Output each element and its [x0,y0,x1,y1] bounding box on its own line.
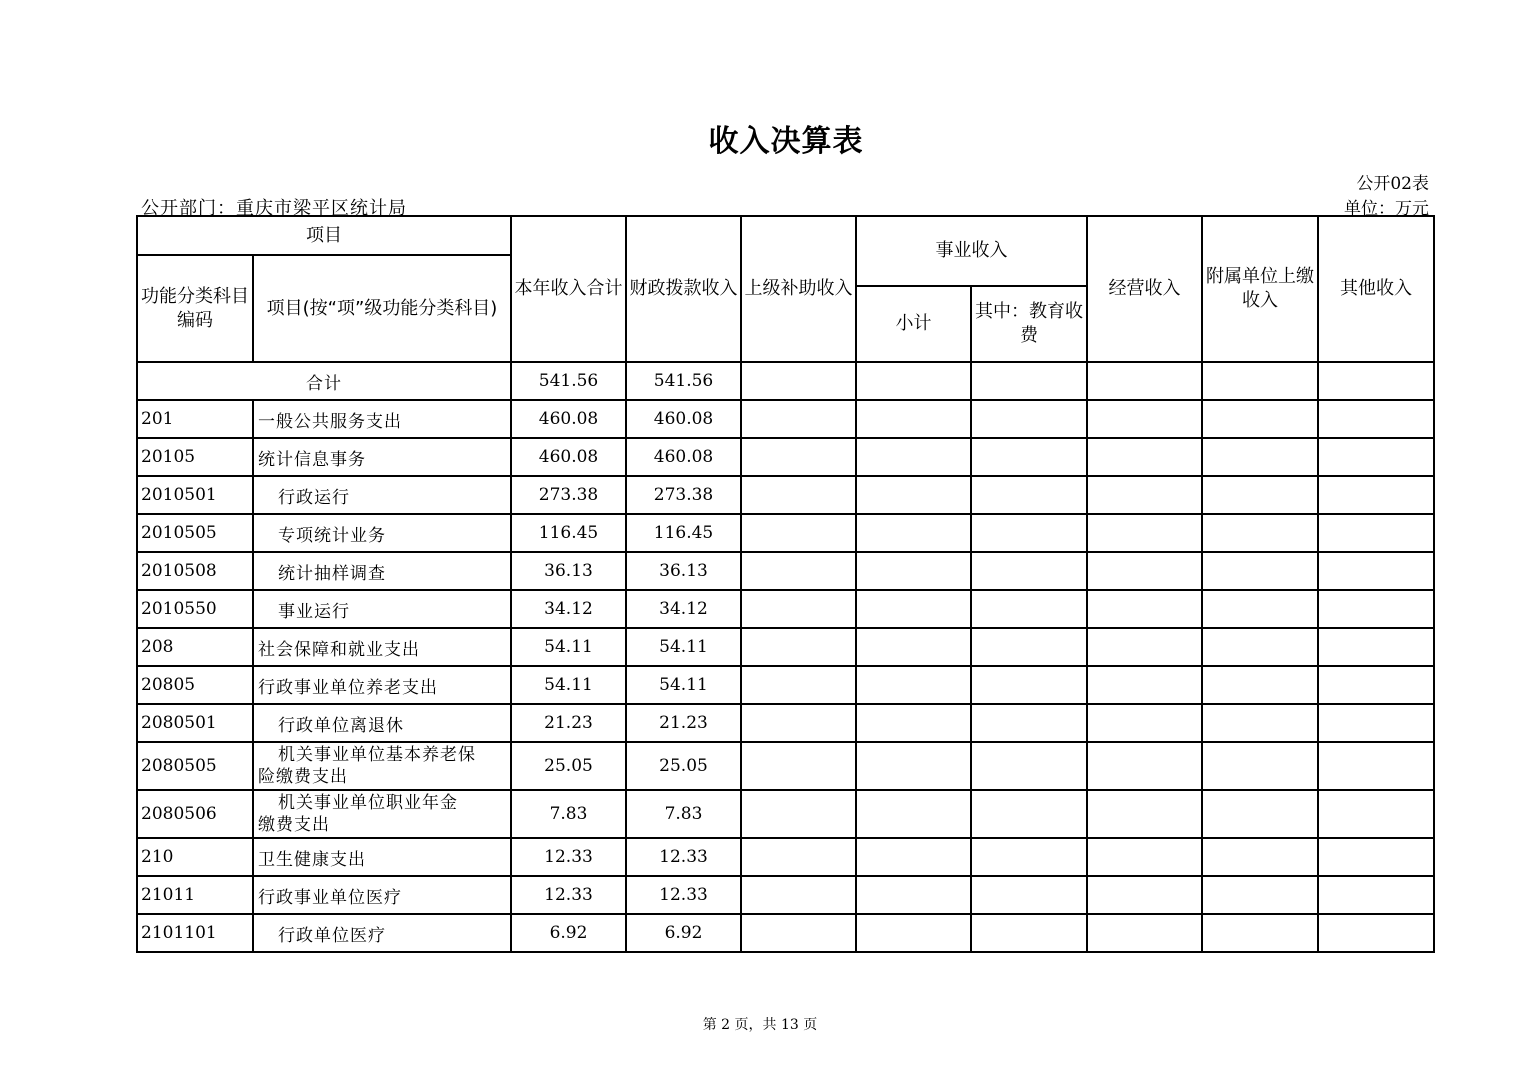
income-table [136,215,1435,953]
table-row: 2080501 行政单位离退休 21.23 21.23 [137,704,1434,742]
header-superior: 上级补助收入 [741,216,856,362]
table-row: 208 社会保障和就业支出 54.11 54.11 [137,628,1434,666]
table-row: 2080506 机关事业单位职业年金 缴费支出 7.83 7.83 [137,790,1434,838]
header-education: 其中：教育收费 [971,286,1087,362]
page-footer: 第 2 页，共 13 页 [702,1017,818,1033]
header-business: 事业收入 [856,216,1087,286]
form-number: 公开02表 [1356,174,1429,194]
total-label: 合计 [137,362,511,400]
header-func-code: 功能分类科目编码 [137,255,253,362]
header-item-name: 项目(按“项”级功能分类科目) [253,255,511,362]
header-project: 项目 [137,216,511,255]
total-income: 541.56 [511,362,626,400]
total-row [137,362,1434,400]
header-fiscal: 财政拨款收入 [626,216,741,362]
table-row: 2010501 行政运行 273.38 273.38 [137,476,1434,514]
table-row: 2010508 统计抽样调查 36.13 36.13 [137,552,1434,590]
header-other: 其他收入 [1318,216,1434,362]
unit-label: 单位：万元 [1344,199,1429,219]
table-row: 201 一般公共服务支出 460.08 460.08 [137,400,1434,438]
header-affiliated: 附属单位上缴收入 [1202,216,1318,362]
table-row: 2080505 机关事业单位基本养老保 险缴费支出 25.05 25.05 [137,742,1434,790]
table-row: 20105 统计信息事务 460.08 460.08 [137,438,1434,476]
department-label: 公开部门：重庆市梁平区统计局 [141,198,407,219]
header-subtotal: 小计 [856,286,971,362]
table-row: 21011 行政事业单位医疗 12.33 12.33 [137,876,1434,914]
table-row: 2010550 事业运行 34.12 34.12 [137,590,1434,628]
total-fiscal: 541.56 [626,362,741,400]
header-total-income: 本年收入合计 [511,216,626,362]
page-title: 收入决算表 [708,124,864,159]
header-operating: 经营收入 [1087,216,1202,362]
table-row: 2010505 专项统计业务 116.45 116.45 [137,514,1434,552]
table-row: 20805 行政事业单位养老支出 54.11 54.11 [137,666,1434,704]
table-row: 2101101 行政单位医疗 6.92 6.92 [137,914,1434,952]
table-row: 210 卫生健康支出 12.33 12.33 [137,838,1434,876]
